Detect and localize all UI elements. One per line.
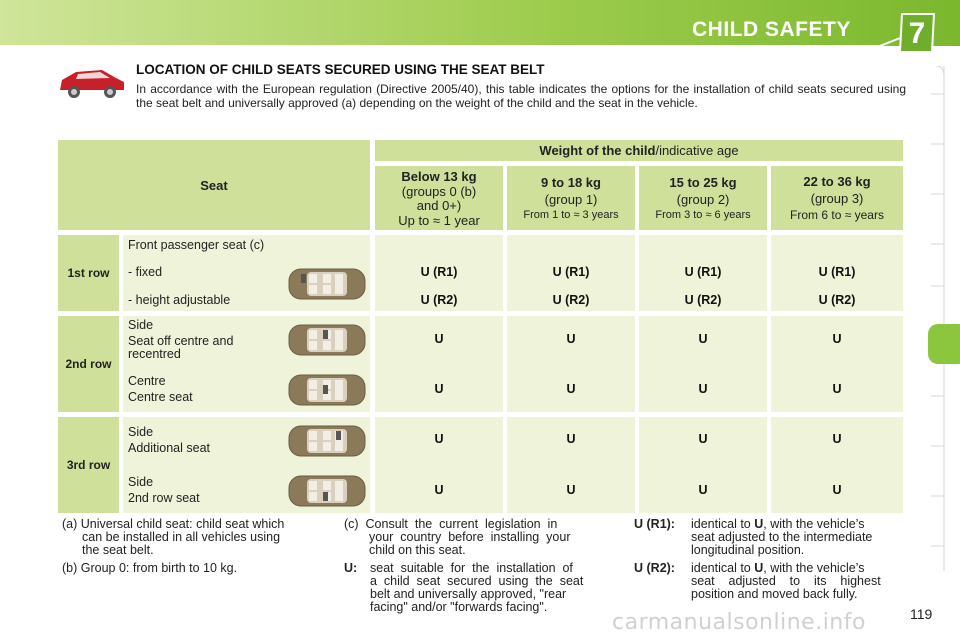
footnote-a-line2: can be installed in all vehicles using — [82, 530, 281, 544]
row1-value-b: U (R2) — [818, 293, 856, 307]
seat-header-cell — [58, 140, 370, 230]
footnote-r2-line1: identical to U, with the vehicle’s — [691, 561, 865, 575]
section-title: LOCATION OF CHILD SEATS SECURED USING THE SEAT BELT — [136, 62, 545, 77]
footnote-r1-line2: seat adjusted to the intermediate — [691, 530, 873, 544]
row1-value-a: U (R1) — [684, 265, 722, 279]
row3-value-a: U — [566, 432, 576, 446]
col-header-1: 9 to 18 kg (group 1) From 1 to ≈ 3 years — [507, 166, 635, 230]
watermark: carmanualsonline.info — [612, 610, 866, 635]
row2-value-a: U — [566, 332, 576, 346]
row3-desc-a1: Side — [128, 425, 154, 439]
row1-value-b: U (R2) — [684, 293, 722, 307]
chapter-number: 7 — [908, 17, 926, 50]
row2-desc-b1: Centre — [128, 374, 166, 388]
row2-value-a: U — [434, 332, 444, 346]
row3-value-b: U — [434, 483, 444, 497]
footnote-r1-line3: longitudinal position. — [691, 543, 805, 557]
footnote-c-line3: child on this seat. — [369, 543, 466, 557]
row2-val-cell-0 — [375, 316, 503, 412]
row1-value-b: U (R2) — [552, 293, 590, 307]
footnote-c-line2: your country before installing your — [369, 530, 571, 544]
row3-value-a: U — [698, 432, 708, 446]
row1-value-a: U (R1) — [420, 265, 458, 279]
footnote-r2-line3: position and moved back fully. — [691, 587, 858, 601]
row3-desc-a2: Additional seat — [128, 441, 211, 455]
footnote-r1-key: U (R1): — [634, 517, 675, 531]
weight-header-cell — [375, 140, 903, 161]
page-number: 119 — [910, 606, 933, 622]
weight-header: Weight of the child/indicative age — [539, 143, 739, 158]
footnote-r2-key: U (R2): — [634, 561, 675, 575]
footnote-u-key: U: — [344, 561, 358, 575]
seat-header: Seat — [200, 177, 228, 193]
row2-val-cell-3 — [771, 316, 903, 412]
row3-desc-b1: Side — [128, 475, 154, 489]
row2-desc-b2: Centre seat — [128, 390, 193, 404]
row2-value-a: U — [832, 332, 842, 346]
row2-value-b: U — [566, 382, 576, 396]
row2-val-cell-1 — [507, 316, 635, 412]
footnote-a-line3: the seat belt. — [82, 543, 154, 557]
row1-value-a: U (R1) — [818, 265, 856, 279]
row-label-2nd: 2nd row — [58, 316, 119, 412]
footnote-u-line4: facing" and/or "forwards facing". — [370, 600, 548, 614]
footnote-c-line1: (c) Consult the current legislation in — [344, 517, 558, 531]
car-icon — [56, 64, 128, 100]
row3-value-a: U — [832, 432, 842, 446]
footnote-a-line1: (a) Universal child seat: child seat which — [62, 517, 285, 531]
row2-desc-a1: Side — [128, 318, 154, 332]
row2-value-b: U — [832, 382, 842, 396]
footnote-u-line2: a child seat secured using the seat — [370, 574, 584, 588]
row3-desc-b2: 2nd row seat — [128, 491, 200, 505]
row2-desc-a3: recentred — [128, 347, 181, 361]
row2-value-b: U — [434, 382, 444, 396]
chapter-tabs — [926, 66, 960, 576]
row1-desc-line2: - fixed — [128, 265, 163, 279]
row-label-3rd: 3rd row — [58, 417, 119, 513]
row1-value-a: U (R1) — [552, 265, 590, 279]
footnote-r2-line2: seat adjusted to its highest — [691, 574, 881, 588]
page-title: CHILD SAFETY — [692, 18, 851, 41]
row1-desc-line3: - height adjustable — [128, 293, 231, 307]
row3-value-b: U — [832, 483, 842, 497]
row2-val-cell-2 — [639, 316, 767, 412]
car-seat-diagram-icon — [287, 322, 367, 358]
row-label-1st: 1st row — [58, 235, 119, 311]
row2-value-a: U — [698, 332, 708, 346]
row1-desc-line1: Front passenger seat (c) — [128, 238, 265, 252]
row1-value-b: U (R2) — [420, 293, 458, 307]
row3-value-b: U — [698, 483, 708, 497]
car-seat-diagram-icon — [287, 423, 367, 459]
car-seat-diagram-icon — [287, 473, 367, 509]
car-seat-diagram-icon — [287, 372, 367, 408]
footnote-r1-line1: identical to U, with the vehicle’s — [691, 517, 865, 531]
footnote-b: (b) Group 0: from birth to 10 kg. — [62, 561, 238, 575]
col-header-2: 15 to 25 kg (group 2) From 3 to ≈ 6 years — [639, 166, 767, 230]
row3-value-b: U — [566, 483, 576, 497]
col-header-0: Below 13 kg (groups 0 (b) and 0+) Up to ≈ 1 year — [375, 166, 503, 230]
intro-paragraph: In accordance with the European regulation (Directive 2005/40), this table indicates the options for the installation of child seats secured using the seat belt and universally approved (a) depending on the weight of the child and the seat in the vehicle. — [136, 82, 906, 110]
footnote-u-line3: belt and universally approved, "rear — [370, 587, 567, 601]
car-seat-diagram-icon — [287, 266, 367, 302]
row2-value-b: U — [698, 382, 708, 396]
row2-desc-a2: Seat off centre and — [128, 334, 234, 348]
footnote-u-line1: seat suitable for the installation of — [370, 561, 573, 575]
col-header-3: 22 to 36 kg (group 3) From 6 to ≈ years — [771, 166, 903, 230]
row3-value-a: U — [434, 432, 444, 446]
